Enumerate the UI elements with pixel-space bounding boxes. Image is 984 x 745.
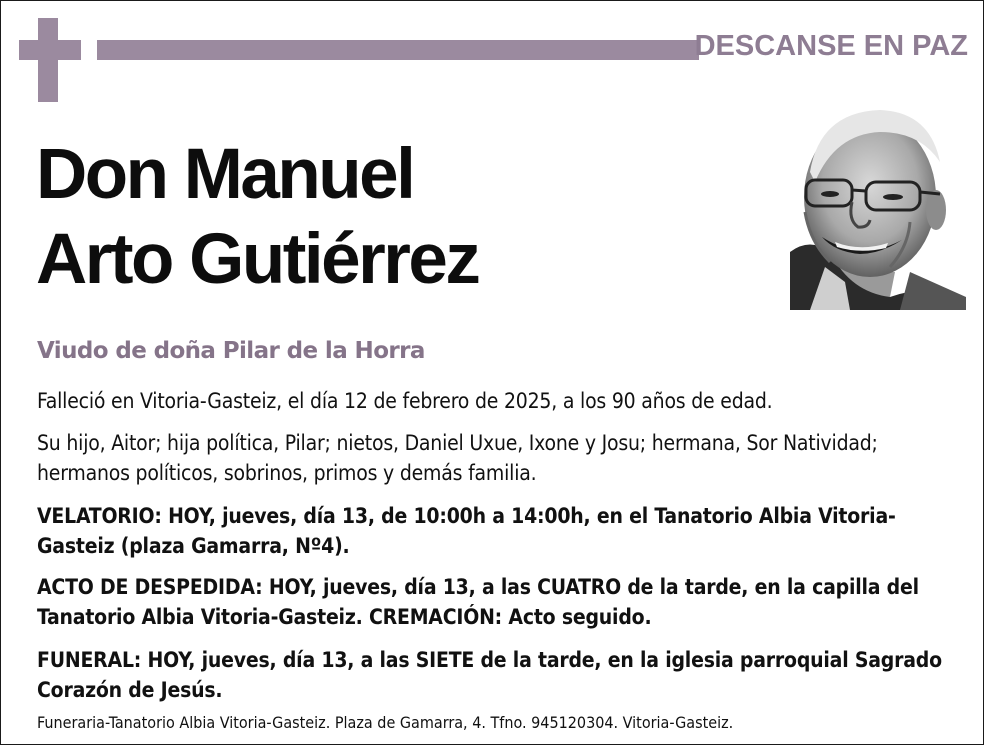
death-paragraph: Falleció en Vitoria-Gasteiz, el día 12 de febrero de 2025, a los 90 años de edad. [37, 389, 773, 413]
header-label: DESCANSE EN PAZ [694, 30, 968, 62]
velatorio-paragraph: VELATORIO: HOY, jueves, día 13, de 10:00h a 14:00h, en el Tanatorio Albia Vitoria-Gasteiz (plaza Gamarra, Nº4). [37, 504, 896, 558]
cross-horizontal-bar [19, 40, 81, 60]
family-paragraph: Su hijo, Aitor; hija política, Pilar; nietos, Daniel Uxue, Ixone y Josu; hermana, Sor Natividad; hermanos políticos, sobrinos, primos y demás familia. [37, 431, 878, 485]
funeral-home-footer: Funeraria-Tanatorio Albia Vitoria-Gasteiz. Plaza de Gamarra, 4. Tfno. 945120304. Vitoria-Gasteiz. [37, 713, 734, 732]
name-line-2: Arto Gutiérrez [36, 220, 479, 299]
deceased-name [36, 132, 478, 302]
name-line-1: Don Manuel [36, 135, 414, 214]
subtitle-widower: Viudo de doña Pilar de la Horra [37, 338, 425, 364]
despedida-paragraph: ACTO DE DESPEDIDA: HOY, jueves, día 13, a las CUATRO de la tarde, en la capilla del Tanatorio Albia Vitoria-Gasteiz. CREMACIÓN: Acto seguido. [37, 575, 919, 629]
portrait-photo [790, 102, 966, 310]
header-rule [97, 40, 699, 60]
funeral-paragraph: FUNERAL: HOY, jueves, día 13, a las SIETE de la tarde, en la iglesia parroquial Sagrado Corazón de Jesús. [37, 648, 942, 702]
cross-vertical-bar [38, 18, 58, 102]
